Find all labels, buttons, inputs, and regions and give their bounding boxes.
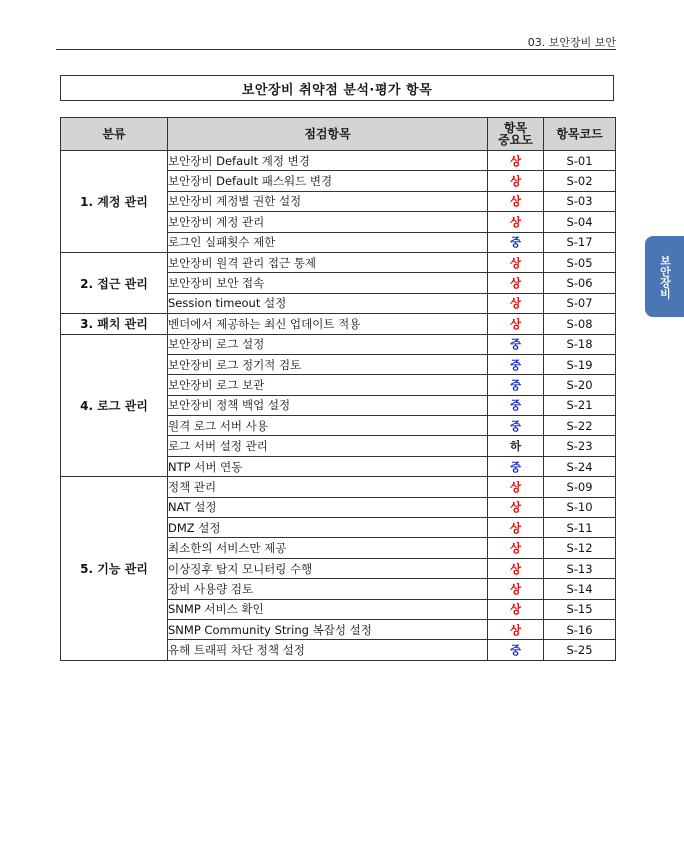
check-item-cell: 정책 관리 [168, 477, 488, 497]
item-code-cell: S-22 [544, 416, 616, 436]
check-item-cell: SNMP 서비스 확인 [168, 599, 488, 619]
item-code-cell: S-13 [544, 558, 616, 578]
importance-cell: 중 [488, 456, 544, 476]
importance-cell: 상 [488, 151, 544, 171]
check-item-cell: 보안장비 보안 접속 [168, 273, 488, 293]
table-row [61, 151, 616, 171]
item-code-cell: S-20 [544, 375, 616, 395]
header-importance [488, 118, 544, 151]
check-item-cell: 보안장비 정책 백업 설정 [168, 395, 488, 415]
item-code-cell: S-21 [544, 395, 616, 415]
importance-cell: 상 [488, 518, 544, 538]
check-item-cell: 벤더에서 제공하는 최신 업데이트 적용 [168, 314, 488, 334]
check-item-cell: NTP 서버 연동 [168, 456, 488, 476]
item-code-cell: S-04 [544, 212, 616, 232]
importance-cell: 상 [488, 252, 544, 272]
category-cell: 4. 로그 관리 [61, 334, 168, 477]
header-category: 분류 [61, 118, 168, 151]
check-item-cell: DMZ 설정 [168, 518, 488, 538]
check-item-cell: 보안장비 계정별 권한 설정 [168, 191, 488, 211]
item-code-cell: S-18 [544, 334, 616, 354]
check-item-cell: 이상징후 탐지 모니터링 수행 [168, 558, 488, 578]
table-row [61, 477, 616, 497]
check-item-cell: 로그인 실패횟수 제한 [168, 232, 488, 252]
importance-cell: 상 [488, 171, 544, 191]
importance-cell: 상 [488, 314, 544, 334]
check-item-cell: 최소한의 서비스만 제공 [168, 538, 488, 558]
table-row [61, 334, 616, 354]
check-item-cell: NAT 설정 [168, 497, 488, 517]
table-header [61, 118, 616, 151]
side-tab[interactable] [645, 236, 684, 317]
header-rule [56, 49, 616, 50]
importance-cell: 상 [488, 477, 544, 497]
check-item-cell: 보안장비 로그 보관 [168, 375, 488, 395]
item-code-cell: S-10 [544, 497, 616, 517]
importance-cell: 상 [488, 538, 544, 558]
item-code-cell: S-07 [544, 293, 616, 313]
header-code: 항목코드 [544, 118, 616, 151]
item-code-cell: S-11 [544, 518, 616, 538]
importance-cell: 중 [488, 375, 544, 395]
check-item-cell: 보안장비 로그 설정 [168, 334, 488, 354]
check-item-cell: 보안장비 원격 관리 접근 통제 [168, 252, 488, 272]
check-item-cell: 보안장비 로그 정기적 검토 [168, 354, 488, 374]
importance-cell: 중 [488, 416, 544, 436]
check-item-cell: 원격 로그 서버 사용 [168, 416, 488, 436]
importance-cell: 상 [488, 599, 544, 619]
item-code-cell: S-19 [544, 354, 616, 374]
item-code-cell: S-16 [544, 619, 616, 639]
item-code-cell: S-05 [544, 252, 616, 272]
item-code-cell: S-15 [544, 599, 616, 619]
importance-cell: 중 [488, 640, 544, 660]
importance-cell: 상 [488, 293, 544, 313]
side-tab-label: 보안장비 [658, 254, 672, 299]
check-item-cell: 장비 사용량 검토 [168, 579, 488, 599]
item-code-cell: S-06 [544, 273, 616, 293]
importance-cell: 상 [488, 579, 544, 599]
check-item-cell: Session timeout 설정 [168, 293, 488, 313]
importance-cell: 상 [488, 619, 544, 639]
table-body [61, 151, 616, 661]
importance-cell: 상 [488, 273, 544, 293]
category-cell: 1. 계정 관리 [61, 151, 168, 253]
importance-cell: 중 [488, 232, 544, 252]
table-title: 보안장비 취약점 분석·평가 항목 [241, 82, 433, 98]
importance-cell: 상 [488, 191, 544, 211]
item-code-cell: S-09 [544, 477, 616, 497]
item-code-cell: S-03 [544, 191, 616, 211]
check-item-cell: 로그 서버 설정 관리 [168, 436, 488, 456]
item-code-cell: S-24 [544, 456, 616, 476]
table-title-box [60, 75, 614, 101]
running-header: 03. 보안장비 보안 [527, 36, 616, 49]
importance-cell: 상 [488, 497, 544, 517]
category-cell: 5. 기능 관리 [61, 477, 168, 661]
importance-cell: 중 [488, 354, 544, 374]
importance-cell: 상 [488, 558, 544, 578]
item-code-cell: S-08 [544, 314, 616, 334]
header-importance-line1: 항목 [503, 121, 528, 135]
check-item-cell: SNMP Community String 복잡성 설정 [168, 619, 488, 639]
category-cell: 2. 접근 관리 [61, 252, 168, 313]
importance-cell: 중 [488, 334, 544, 354]
item-code-cell: S-25 [544, 640, 616, 660]
table-row [61, 314, 616, 334]
table-row [61, 252, 616, 272]
header-item: 점검항목 [168, 118, 488, 151]
item-code-cell: S-12 [544, 538, 616, 558]
item-code-cell: S-17 [544, 232, 616, 252]
header-importance-line2: 중요도 [498, 133, 533, 147]
header-row [61, 118, 616, 151]
item-code-cell: S-23 [544, 436, 616, 456]
category-cell: 3. 패치 관리 [61, 314, 168, 334]
checklist-table [60, 117, 616, 661]
check-item-cell: 보안장비 계정 관리 [168, 212, 488, 232]
importance-cell: 중 [488, 395, 544, 415]
item-code-cell: S-14 [544, 579, 616, 599]
item-code-cell: S-01 [544, 151, 616, 171]
check-item-cell: 보안장비 Default 패스워드 변경 [168, 171, 488, 191]
importance-cell: 상 [488, 212, 544, 232]
item-code-cell: S-02 [544, 171, 616, 191]
check-item-cell: 보안장비 Default 계정 변경 [168, 151, 488, 171]
check-item-cell: 유해 트래픽 차단 정책 설정 [168, 640, 488, 660]
importance-cell: 하 [488, 436, 544, 456]
